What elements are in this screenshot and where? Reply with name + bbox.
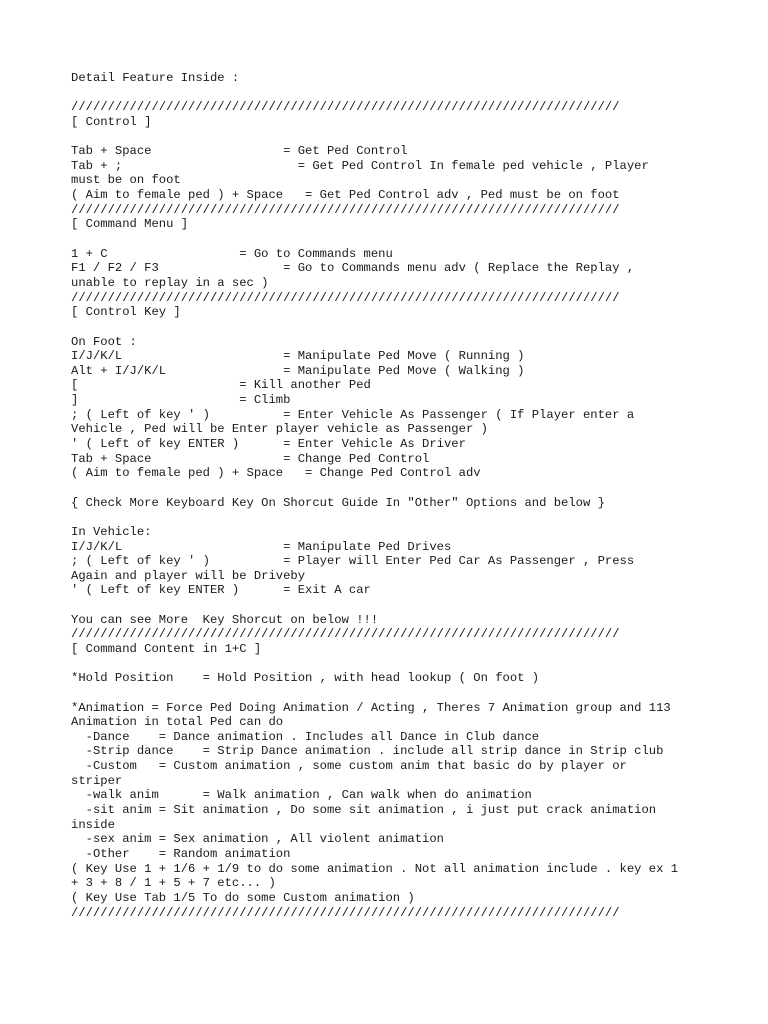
text-line: [ = Kill another Ped: [71, 378, 371, 393]
divider-line: ///////////////////////////////////////////////////////////////////////////: [71, 100, 620, 115]
section-heading: [ Command Menu ]: [71, 217, 189, 232]
text-line: Alt + I/J/K/L = Manipulate Ped Move ( Walking ): [71, 363, 525, 378]
text-line: F1 / F2 / F3 = Go to Commands menu adv ( Replace the Replay ,: [71, 261, 635, 276]
text-line: inside: [71, 817, 115, 832]
divider-line: ///////////////////////////////////////////////////////////////////////////: [71, 202, 620, 217]
text-line: *Hold Position = Hold Position , with head lookup ( On foot ): [71, 671, 540, 686]
text-line: -walk anim = Walk animation , Can walk when do animation: [71, 788, 532, 803]
section-heading: [ Command Content in 1+C ]: [71, 641, 262, 656]
text-line: [71, 481, 711, 496]
text-line: ; ( Left of key ' ) = Player will Enter Ped Car As Passenger , Press: [71, 554, 635, 569]
text-line: -Strip dance = Strip Dance animation . include all strip dance in Strip club: [71, 744, 664, 759]
document-body: [71, 71, 711, 920]
text-line: unable to replay in a sec ): [71, 275, 269, 290]
text-line: [71, 510, 711, 525]
text-line: ( Key Use Tab 1/5 To do some Custom animation ): [71, 890, 415, 905]
text-line: [71, 686, 711, 701]
text-line: ( Aim to female ped ) + Space = Change Ped Control adv: [71, 466, 481, 481]
text-line: On Foot :: [71, 334, 137, 349]
text-line: [71, 232, 711, 247]
text-line: -Other = Random animation: [71, 846, 291, 861]
divider-line: ///////////////////////////////////////////////////////////////////////////: [71, 905, 620, 920]
text-line: -Custom = Custom animation , some custom anim that basic do by player or: [71, 759, 627, 774]
text-line: You can see More Key Shorcut on below !!!: [71, 612, 379, 627]
text-line: ] = Climb: [71, 393, 291, 408]
text-line: striper: [71, 773, 123, 788]
text-line: ' ( Left of key ENTER ) = Exit A car: [71, 583, 371, 598]
text-line: ( Key Use 1 + 1/6 + 1/9 to do some animation . Not all animation include . key ex 1: [71, 861, 679, 876]
text-line: -Dance = Dance animation . Includes all Dance in Club dance: [71, 729, 540, 744]
divider-line: ///////////////////////////////////////////////////////////////////////////: [71, 627, 620, 642]
text-line: [71, 130, 711, 145]
text-line: ' ( Left of key ENTER ) = Enter Vehicle As Driver: [71, 437, 466, 452]
text-line: 1 + C = Go to Commands menu: [71, 246, 393, 261]
text-line: Vehicle , Ped will be Enter player vehicle as Passenger ): [71, 422, 488, 437]
text-line: Detail Feature Inside :: [71, 71, 240, 85]
text-line: ; ( Left of key ' ) = Enter Vehicle As Passenger ( If Player enter a: [71, 407, 635, 422]
text-line: [71, 86, 711, 101]
text-line: I/J/K/L = Manipulate Ped Move ( Running ): [71, 349, 525, 364]
section-heading: [ Control Key ]: [71, 305, 181, 320]
text-line: *Animation = Force Ped Doing Animation / Acting , Theres 7 Animation group and 113: [71, 700, 671, 715]
text-line: Again and player will be Driveby: [71, 568, 306, 583]
text-line: Animation in total Ped can do: [71, 715, 284, 730]
text-line: Tab + Space = Get Ped Control: [71, 144, 408, 159]
text-line: I/J/K/L = Manipulate Ped Drives: [71, 539, 452, 554]
text-line: Tab + Space = Change Ped Control: [71, 451, 430, 466]
text-line: [71, 657, 711, 672]
text-line: [71, 320, 711, 335]
text-line: -sit anim = Sit animation , Do some sit animation , i just put crack animation: [71, 803, 657, 818]
text-line: + 3 + 8 / 1 + 5 + 7 etc... ): [71, 876, 276, 891]
text-line: must be on foot: [71, 173, 181, 188]
text-line: ( Aim to female ped ) + Space = Get Ped Control adv , Ped must be on foot: [71, 188, 620, 203]
text-line: Tab + ; = Get Ped Control In female ped vehicle , Player: [71, 158, 649, 173]
section-heading: [ Control ]: [71, 114, 152, 129]
text-line: In Vehicle:: [71, 524, 152, 539]
divider-line: ///////////////////////////////////////////////////////////////////////////: [71, 290, 620, 305]
text-line: { Check More Keyboard Key On Shorcut Guide In "Other" Options and below }: [71, 495, 605, 510]
text-line: [71, 598, 711, 613]
text-line: -sex anim = Sex animation , All violent animation: [71, 832, 444, 847]
